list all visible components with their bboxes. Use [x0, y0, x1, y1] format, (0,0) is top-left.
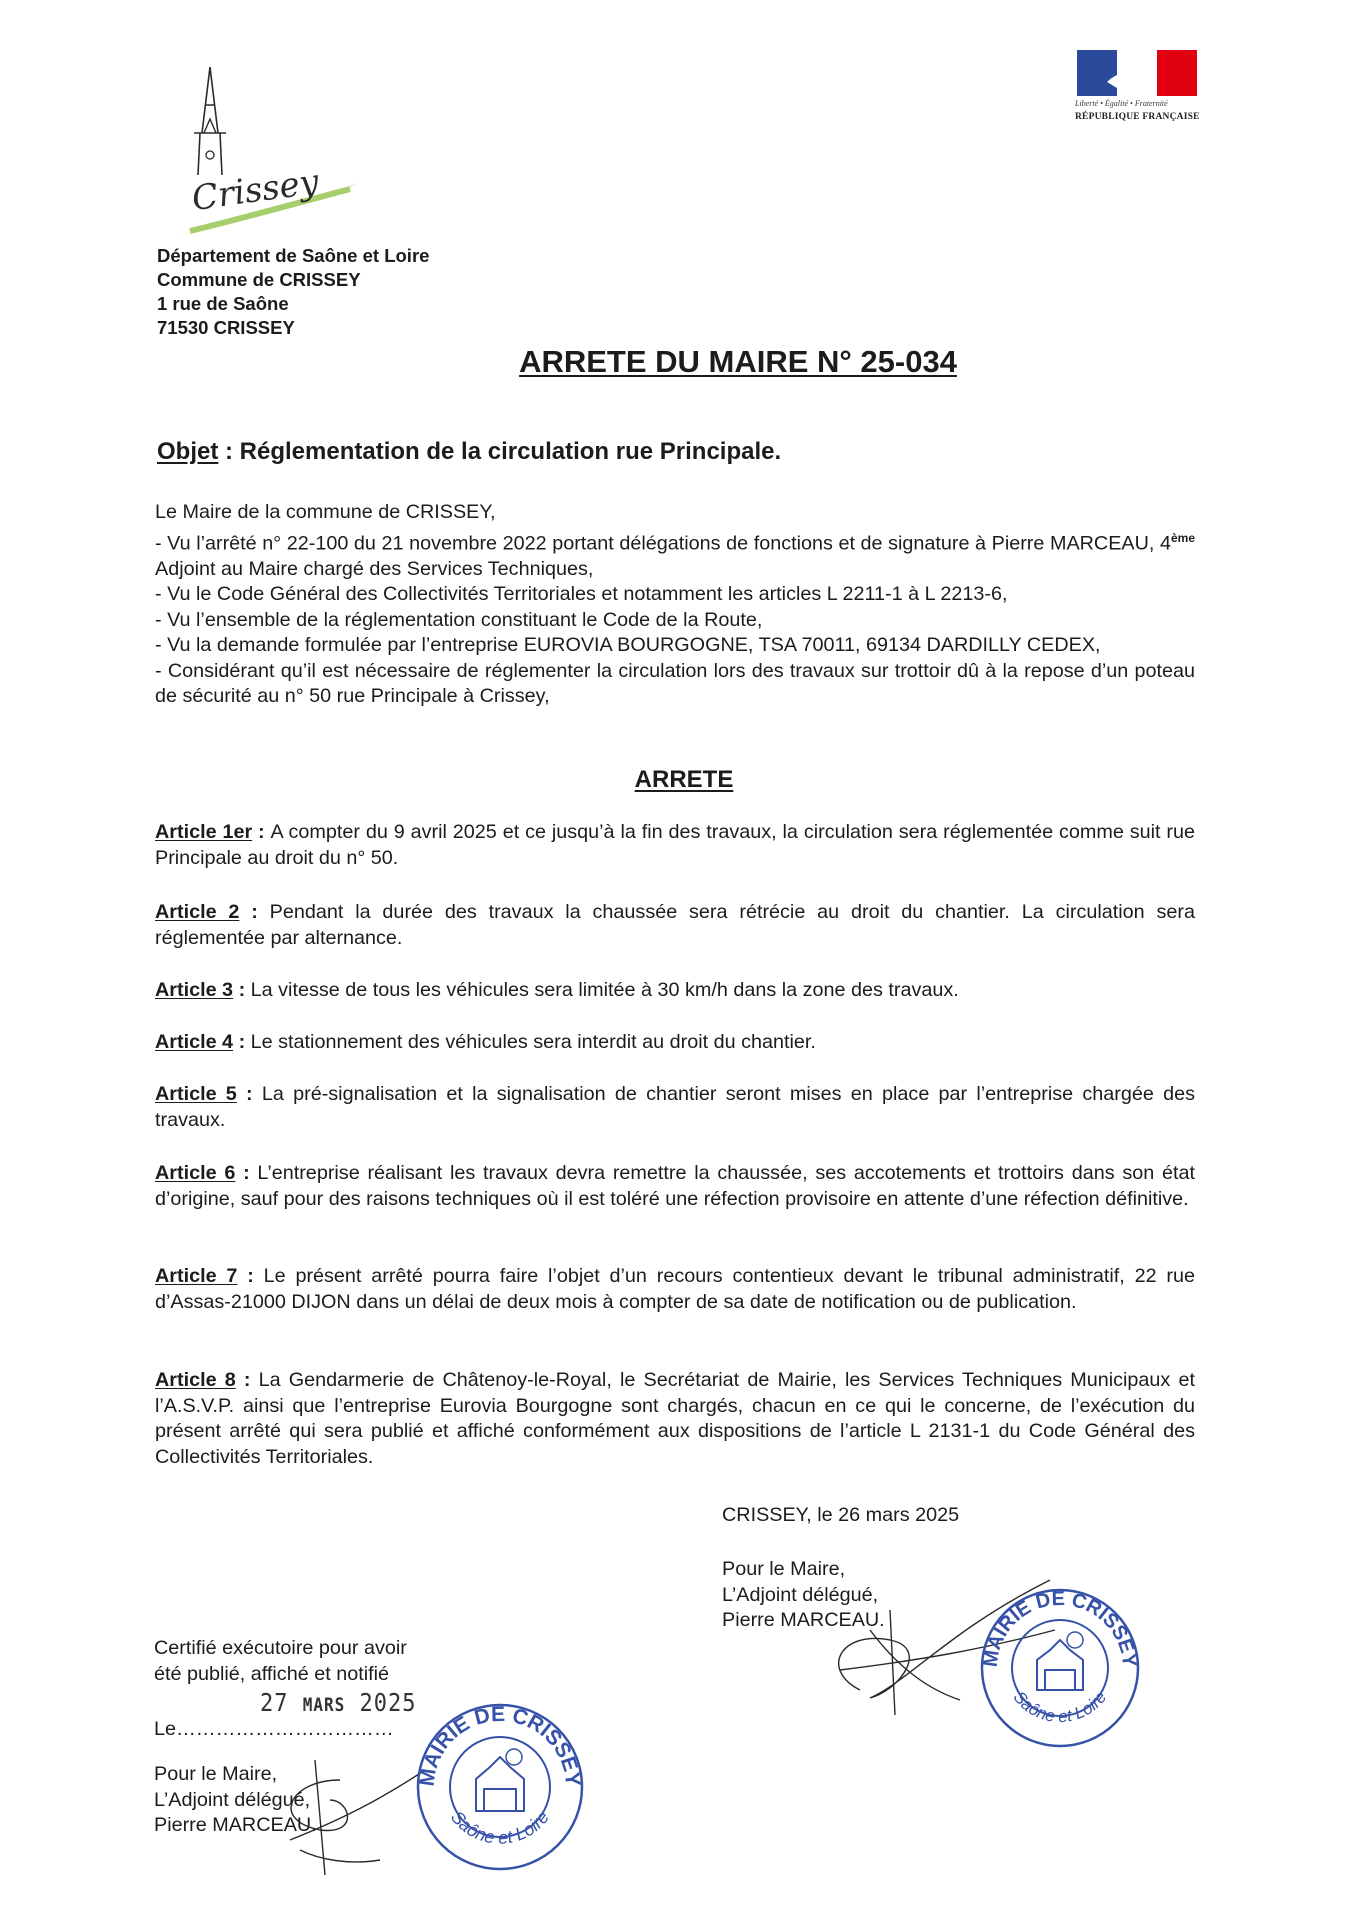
signature-line: Pour le Maire,	[722, 1558, 846, 1580]
preamble-vu-demande: - Vu la demande formulée par l’entreprise EUROVIA BOURGOGNE, TSA 70011, 69134 DARDILLY CEDEX,	[155, 634, 1101, 657]
objet-line	[157, 438, 781, 466]
preamble-intro: Le Maire de la commune de CRISSEY,	[155, 501, 496, 523]
certification-line: Certifié exécutoire pour avoir	[154, 1637, 407, 1659]
svg-text:MAIRIE DE CRISSEY: MAIRIE DE CRISSEY	[979, 1587, 1141, 1669]
preamble-considerant: - Considérant qu’il est nécessaire de réglementer la circulation lors des travaux sur trottoir dû à la repose d’un poteau de sécurité au n° 50 rue Principale à Crissey,	[155, 659, 1195, 708]
certification-date-line: Le……………………………	[154, 1718, 394, 1740]
article-1: Article 1er : A compter du 9 avril 2025 et ce jusqu’à la fin des travaux, la circulation sera réglementée comme suit rue Principale au droit du n° 50.	[155, 821, 1195, 869]
town-hall-seal-right	[975, 1580, 1145, 1750]
preamble	[155, 500, 1195, 710]
svg-text:Saône et Loire: Saône et Loire	[446, 1807, 554, 1848]
republic-motto: Liberté • Égalité • Fraternité	[1075, 99, 1168, 108]
place-and-date: CRISSEY, le 26 mars 2025	[722, 1504, 960, 1526]
document-title: ARRETE DU MAIRE N° 25-034	[519, 344, 957, 379]
objet-text: Réglementation de la circulation rue Principale.	[239, 438, 782, 465]
preamble-vu-delegation: - Vu l’arrêté n° 22-100 du 21 novembre 2022 portant délégations de fonctions et de signature à Pierre MARCEAU, 4ème Adjoint au Maire chargé des Services Techniques,	[155, 530, 1195, 580]
signature-line: Pour le Maire,	[154, 1763, 278, 1785]
republic-name: RÉPUBLIQUE FRANÇAISE	[1075, 112, 1200, 122]
article-2: Article 2 : Pendant la durée des travaux la chaussée sera rétrécie au droit du chantier. La circulation sera réglementée par alternance.	[155, 901, 1195, 949]
arrete-heading: ARRETE	[634, 766, 734, 793]
svg-text:MAIRIE DE CRISSEY: MAIRIE DE CRISSEY	[415, 1702, 585, 1788]
objet-label: Objet	[157, 438, 219, 465]
address-line: Commune de CRISSEY	[157, 269, 361, 290]
article-4: Article 4 : Le stationnement des véhicules sera interdit au droit du chantier.	[155, 1031, 816, 1053]
date-stamp: 27 MARS 2025	[260, 1689, 417, 1718]
town-hall-seal-left	[410, 1695, 590, 1875]
certification-line: été publié, affiché et notifié	[154, 1662, 389, 1685]
article-8: Article 8 : La Gendarmerie de Châtenoy-le-Royal, le Secrétariat de Mairie, les Services Techniques Municipaux et l’A.S.V.P. ainsi que l’entreprise Eurovia Bourgogne sont chargés, chacun en ce qui le concerne, de l’exécution du présent arrêté qui sera publié et affiché conformément aux dispositions de l’article L 2131-1 du Code Général des Collectivités Territoriales.	[155, 1369, 1195, 1468]
address-line: Département de Saône et Loire	[157, 245, 430, 266]
handwritten-signature-left	[230, 1740, 430, 1880]
article-3: Article 3 : La vitesse de tous les véhicules sera limitée à 30 km/h dans la zone des travaux.	[155, 979, 959, 1001]
address-line: 1 rue de Saône	[157, 293, 289, 314]
marianne-flag-icon	[1077, 50, 1197, 96]
preamble-vu-cgct: - Vu le Code Général des Collectivités Territoriales et notamment les articles L 2211-1 à L 2213-6,	[155, 583, 1008, 606]
svg-text:Saône et Loire: Saône et Loire	[1009, 1687, 1111, 1727]
signature-line: L’Adjoint délégué,	[722, 1583, 879, 1606]
article-7: Article 7 : Le présent arrêté pourra faire l’objet d’un recours contentieux devant le tribunal administratif, 22 rue d’Assas-21000 DIJON dans un délai de deux mois à compter de sa date de notification ou de publication.	[155, 1265, 1195, 1313]
crissey-logo	[170, 55, 370, 245]
logo-text: Crissey	[189, 161, 322, 220]
signature-line: Pierre MARCEAU.	[154, 1814, 317, 1836]
preamble-vu-code-route: - Vu l’ensemble de la réglementation constituant le Code de la Route,	[155, 608, 763, 631]
address-line: 71530 CRISSEY	[157, 317, 295, 338]
article-6: Article 6 : L’entreprise réalisant les travaux devra remettre la chaussée, ses accotements et trottoirs dans son état d’origine, sauf pour des raisons techniques où il est toléré une réfection provisoire en attente d’une réfection définitive.	[155, 1162, 1195, 1210]
signature-line: L’Adjoint délégué,	[154, 1788, 311, 1811]
sender-address	[157, 244, 429, 340]
signature-line: Pierre MARCEAU.	[722, 1609, 885, 1631]
republique-francaise-logo	[1065, 50, 1205, 130]
objet-separator: :	[218, 438, 240, 465]
article-5: Article 5 : La pré-signalisation et la signalisation de chantier seront mises en place par l’entreprise chargée des travaux.	[155, 1083, 1195, 1131]
certification-block	[154, 1636, 407, 1687]
